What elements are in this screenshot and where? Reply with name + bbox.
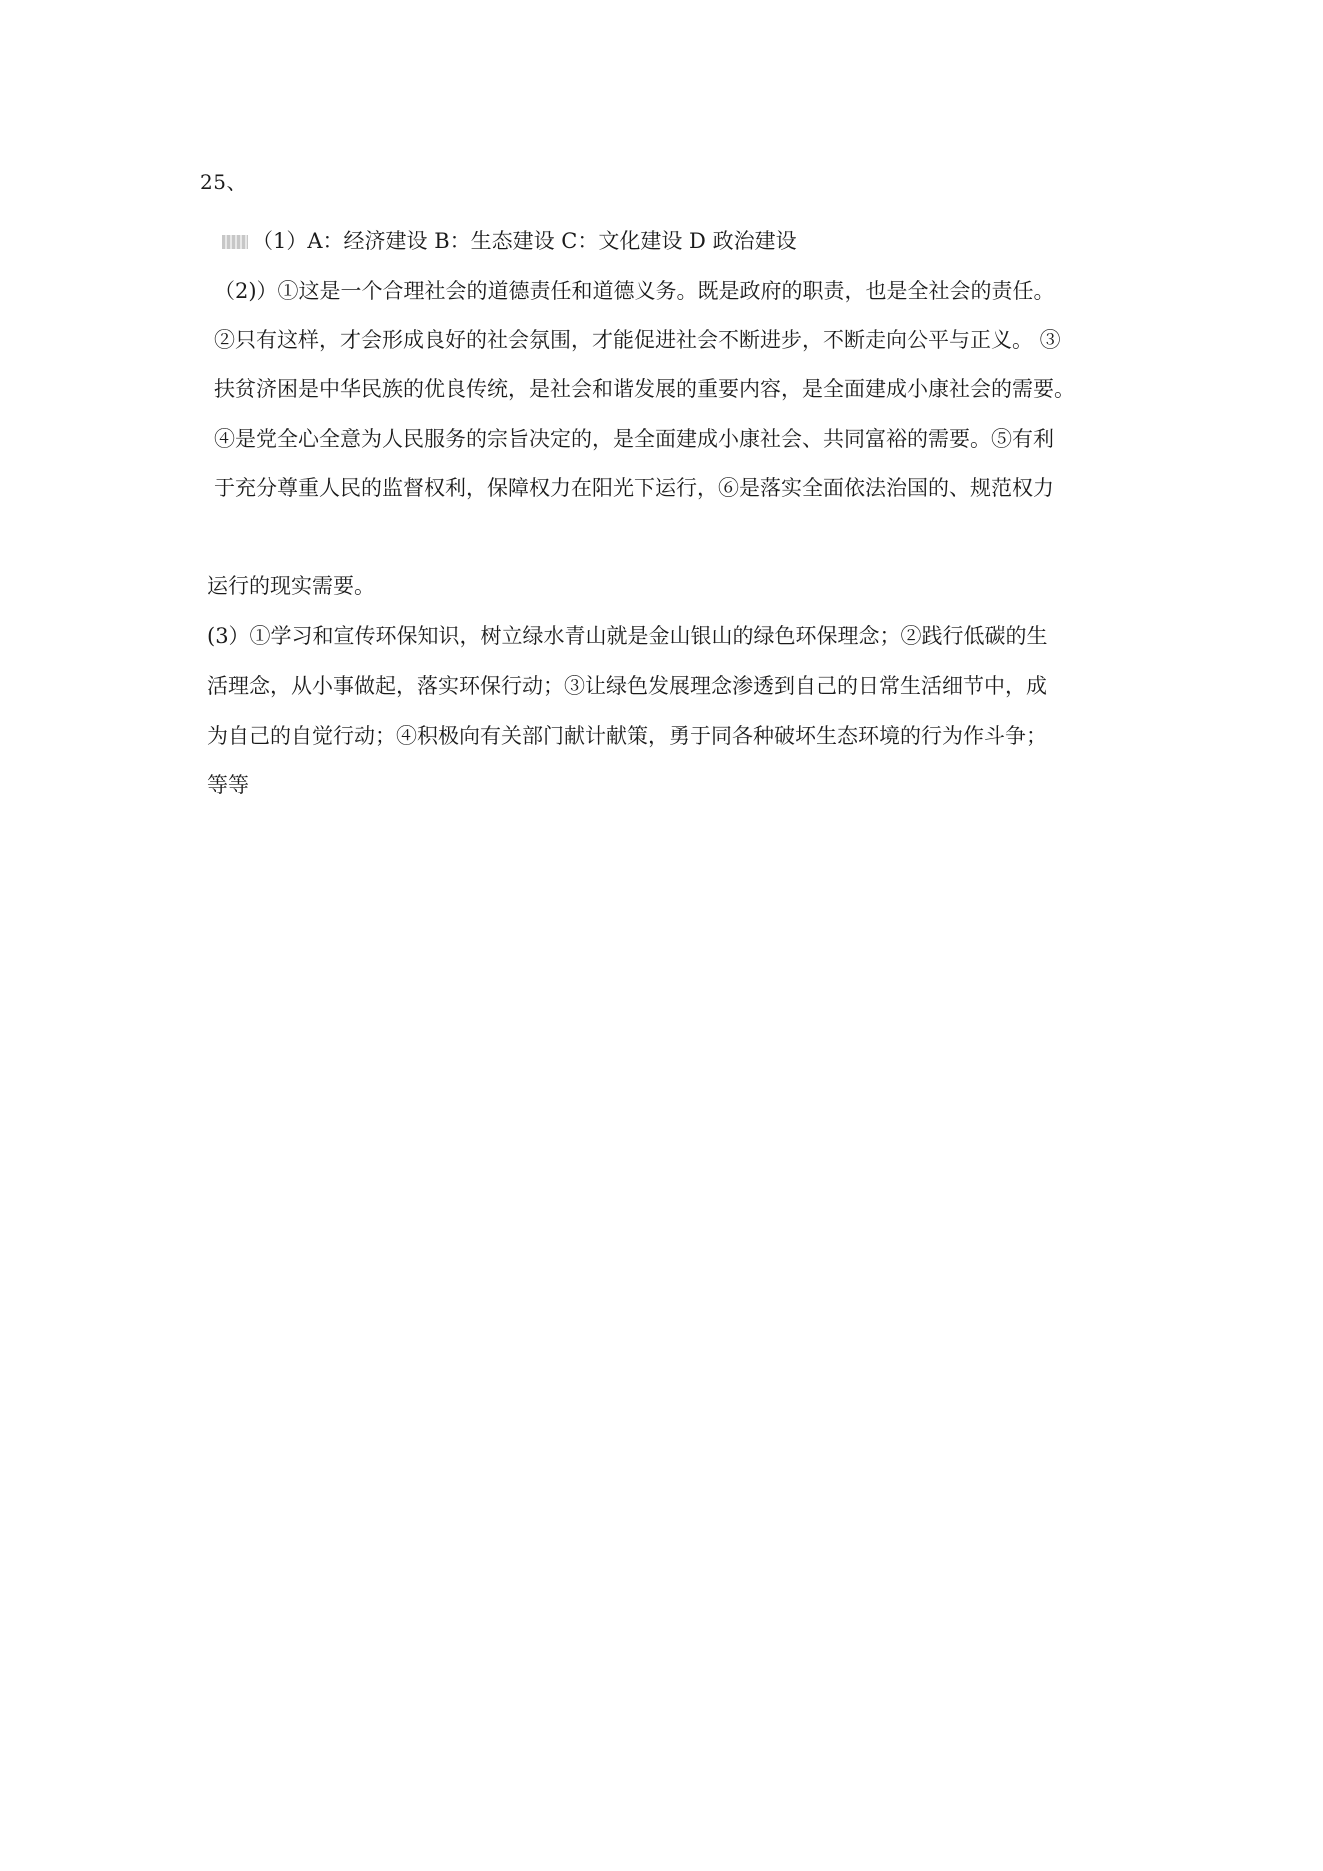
answer-part-2-line-3: 扶贫济困是中华民族的优良传统，是社会和谐发展的重要内容，是全面建成小康社会的需要。 [214, 377, 1075, 401]
answer-part-3-line-2: 活理念，从小事做起，落实环保行动；③让绿色发展理念渗透到自己的日常生活细节中，成 [207, 674, 1047, 698]
answer-label-blurred-icon [222, 235, 248, 249]
answer-part-2-line-1: （2)）①这是一个合理社会的道德责任和道德义务。既是政府的职责，也是全社会的责任。 [214, 279, 1055, 303]
answer-part-3-line-4: 等等 [207, 773, 249, 797]
answer-part-3-line-3: 为自己的自觉行动；④积极向有关部门献计献策，勇于同各种破坏生态环境的行为作斗争； [207, 724, 1047, 748]
answer-part-2-line-4: ④是党全心全意为人民服务的宗旨决定的，是全面建成小康社会、共同富裕的需要。⑤有利 [214, 427, 1054, 451]
answer-part-3-line-1: (3）①学习和宣传环保知识，树立绿水青山就是金山银山的绿色环保理念；②践行低碳的生 [207, 624, 1048, 648]
answer-part-2-line-2: ②只有这样，才会形成良好的社会氛围，才能促进社会不断进步，不断走向公平与正义。 ③ [214, 328, 1061, 352]
question-number: 25、 [200, 170, 247, 194]
answer-part-1-text: （1）A：经济建设 B：生态建设 C：文化建设 D 政治建设 [252, 229, 797, 253]
answer-part-2-line-6: 运行的现实需要。 [207, 574, 375, 598]
answer-part-2-line-5: 于充分尊重人民的监督权利，保障权力在阳光下运行，⑥是落实全面依法治国的、规范权力 [214, 476, 1054, 500]
answer-part-1 [222, 226, 797, 256]
